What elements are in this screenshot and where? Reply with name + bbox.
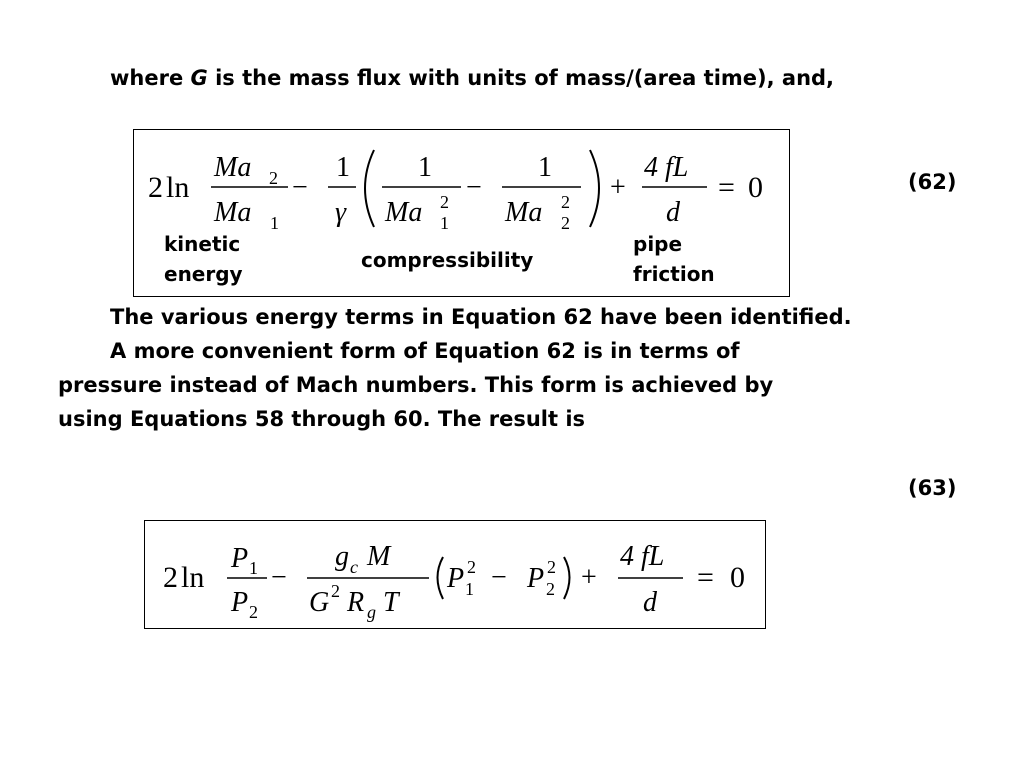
equation-63-number: (63): [908, 476, 957, 500]
intro-line: [110, 68, 834, 89]
eq63-t1-den-sub: 2: [249, 602, 258, 622]
paragraph-line-3: pressure instead of Mach numbers. This form is achieved by: [58, 373, 774, 397]
label-kinetic-line-1: kinetic: [164, 232, 241, 256]
intro-suffix: is the mass flux with units of mass/(area time), and,: [215, 66, 835, 90]
label-pipe-friction: [633, 229, 715, 289]
eq62-rhs: 0: [748, 171, 763, 204]
eq62-a-num: 1: [418, 152, 432, 183]
eq62-a-den: Ma: [385, 197, 423, 228]
eq62-t2-coef-den: γ: [335, 197, 347, 228]
eq63-p2: P: [527, 563, 545, 594]
equation-62-box: [133, 129, 790, 297]
label-friction-line-1: pipe: [633, 232, 683, 256]
eq62-t3-den: d: [666, 197, 680, 228]
eq62-minus-1: −: [292, 172, 308, 203]
eq62-t1-den: Ma: [214, 197, 252, 228]
eq62-right-paren: [590, 150, 599, 227]
eq62-left-paren: [365, 150, 374, 227]
intro-prefix: where: [110, 66, 184, 90]
eq63-t2-num-g-sub: c: [350, 557, 358, 577]
eq62-b-den-sub: 2: [561, 213, 570, 233]
eq63-t2-den-G: G: [309, 587, 330, 618]
eq62-b-num: 1: [538, 152, 552, 183]
label-kinetic-line-2: energy: [164, 262, 243, 286]
eq63-p2-sup: 2: [547, 557, 556, 577]
eq62-t3-num: 4 fL: [644, 152, 689, 183]
eq62-ln: ln: [166, 171, 190, 204]
equation-62-number: (62): [908, 170, 957, 194]
eq63-t1-den: P: [231, 587, 249, 618]
eq63-ln: ln: [181, 561, 205, 594]
eq63-rhs: 0: [730, 561, 745, 594]
eq63-plus: +: [581, 562, 597, 593]
eq62-t1-num-sub: 2: [269, 168, 278, 188]
eq63-t1-num: P: [231, 543, 249, 574]
eq63-right-paren: [564, 557, 570, 599]
eq62-t2-coef-num: 1: [336, 152, 350, 183]
paragraph-line-4: using Equations 58 through 60. The result is: [58, 407, 586, 431]
label-compressibility: compressibility: [361, 248, 534, 272]
eq63-minus-1: −: [271, 562, 287, 593]
eq63-t2-den-G-sup: 2: [331, 581, 340, 601]
eq63-t2-num-g: g: [335, 541, 349, 572]
eq63-left-paren: [438, 557, 444, 599]
paragraph-line-1: The various energy terms in Equation 62 have been identified.: [110, 305, 852, 329]
eq63-t2-den-T: T: [383, 587, 399, 618]
eq62-coef: 2: [148, 171, 163, 204]
eq63-t2-den-R: R: [347, 587, 365, 618]
eq63-t3-num: 4 fL: [620, 541, 665, 572]
eq63-p1: P: [447, 563, 465, 594]
equation-63-formula: [145, 521, 767, 630]
eq62-minus-2: −: [466, 172, 482, 203]
eq62-a-den-sup: 2: [440, 192, 449, 212]
eq62-b-den-sup: 2: [561, 192, 570, 212]
eq63-p2-sub: 2: [546, 579, 555, 599]
eq63-p1-sup: 2: [467, 557, 476, 577]
eq63-p1-sub: 1: [465, 579, 474, 599]
eq62-b-den: Ma: [505, 197, 543, 228]
label-kinetic-energy: [164, 229, 243, 289]
eq62-plus: +: [610, 172, 626, 203]
label-friction-line-2: friction: [633, 262, 715, 286]
intro-symbol: G: [190, 66, 208, 90]
eq62-t1-num: Ma: [214, 152, 252, 183]
eq62-t1-den-sub: 1: [270, 213, 279, 233]
eq63-equals: =: [697, 561, 714, 594]
eq63-minus-2: −: [491, 562, 507, 593]
eq62-equals: =: [718, 171, 735, 204]
eq63-t1-num-sub: 1: [249, 558, 258, 578]
eq63-t2-num-M: M: [367, 541, 391, 572]
eq63-t2-den-R-sub: g: [367, 602, 376, 622]
eq63-t3-den: d: [643, 587, 657, 618]
paragraph-line-2: A more convenient form of Equation 62 is in terms of: [110, 339, 740, 363]
eq62-a-den-sub: 1: [440, 213, 449, 233]
equation-63-box: [144, 520, 766, 629]
eq63-coef: 2: [163, 561, 178, 594]
